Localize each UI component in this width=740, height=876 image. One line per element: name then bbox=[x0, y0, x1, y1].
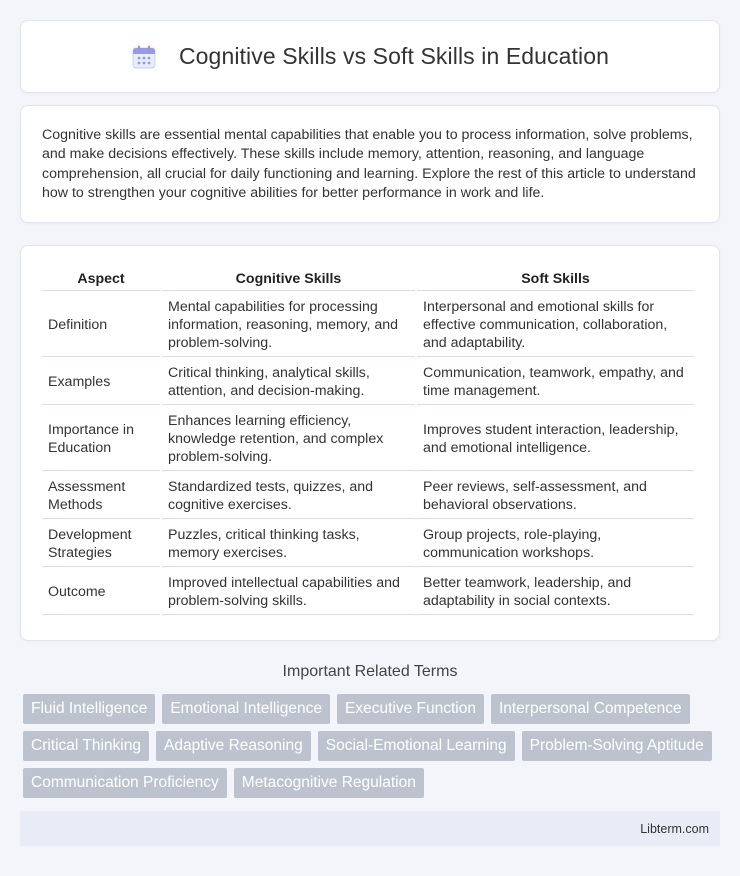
comparison-table bbox=[40, 266, 696, 617]
page-title: Cognitive Skills vs Soft Skills in Education bbox=[178, 43, 610, 69]
comparison-table-card bbox=[20, 245, 720, 641]
aspect-cell: Definition bbox=[42, 293, 160, 357]
footer bbox=[20, 811, 720, 846]
cognitive-cell: Critical thinking, analytical skills, attention, and decision-making. bbox=[162, 359, 415, 405]
soft-cell: Group projects, role-playing, communication workshops. bbox=[417, 521, 694, 567]
cognitive-cell: Standardized tests, quizzes, and cognitive exercises. bbox=[162, 473, 415, 519]
table-row bbox=[42, 407, 694, 471]
table-row bbox=[42, 521, 694, 567]
aspect-cell: Assessment Methods bbox=[42, 473, 160, 519]
soft-cell: Better teamwork, leadership, and adaptability in social contexts. bbox=[417, 569, 694, 615]
table-row bbox=[42, 293, 694, 357]
tag-social-emotional-learning[interactable]: Social-Emotional Learning bbox=[318, 731, 515, 761]
soft-cell: Peer reviews, self-assessment, and behavioral observations. bbox=[417, 473, 694, 519]
header-cognitive-skills: Cognitive Skills bbox=[162, 268, 415, 291]
related-terms-title: Important Related Terms bbox=[282, 663, 458, 680]
aspect-cell: Development Strategies bbox=[42, 521, 160, 567]
header-aspect: Aspect bbox=[42, 268, 160, 291]
cognitive-cell: Enhances learning efficiency, knowledge retention, and complex problem-solving. bbox=[162, 407, 415, 471]
aspect-cell: Importance in Education bbox=[42, 407, 160, 471]
aspect-cell: Examples bbox=[42, 359, 160, 405]
soft-cell: Interpersonal and emotional skills for effective communication, collaboration, and adaptability. bbox=[417, 293, 694, 357]
tag-interpersonal-competence[interactable]: Interpersonal Competence bbox=[491, 694, 690, 724]
table-row bbox=[42, 359, 694, 405]
footer-brand-link[interactable]: Libterm.com bbox=[640, 821, 709, 836]
tag-emotional-intelligence[interactable]: Emotional Intelligence bbox=[162, 694, 330, 724]
calendar-icon bbox=[131, 44, 157, 70]
tag-critical-thinking[interactable]: Critical Thinking bbox=[23, 731, 149, 761]
tag-problem-solving-aptitude[interactable]: Problem-Solving Aptitude bbox=[522, 731, 712, 761]
tag-fluid-intelligence[interactable]: Fluid Intelligence bbox=[23, 694, 155, 724]
table-row bbox=[42, 473, 694, 519]
intro-card bbox=[20, 105, 720, 223]
soft-cell: Improves student interaction, leadership, and emotional intelligence. bbox=[417, 407, 694, 471]
title-wrap bbox=[131, 43, 609, 70]
table-header-row bbox=[42, 268, 694, 291]
header-card bbox=[20, 20, 720, 93]
soft-cell: Communication, teamwork, empathy, and time management. bbox=[417, 359, 694, 405]
aspect-cell: Outcome bbox=[42, 569, 160, 615]
tag-communication-proficiency[interactable]: Communication Proficiency bbox=[23, 768, 227, 798]
tag-adaptive-reasoning[interactable]: Adaptive Reasoning bbox=[156, 731, 311, 761]
table-row bbox=[42, 569, 694, 615]
related-terms-tags bbox=[23, 694, 723, 798]
cognitive-cell: Puzzles, critical thinking tasks, memory exercises. bbox=[162, 521, 415, 567]
cognitive-cell: Improved intellectual capabilities and problem-solving skills. bbox=[162, 569, 415, 615]
cognitive-cell: Mental capabilities for processing information, reasoning, memory, and problem-solving. bbox=[162, 293, 415, 357]
intro-paragraph: Cognitive skills are essential mental capabilities that enable you to process information, solve problems, and make decisions effectively. These skills include memory, attention, reasoning, and language comprehension, all crucial for daily functioning and learning. Explore the rest of this article to understand how to strengthen your cognitive abilities for better performance in work and life. bbox=[42, 127, 696, 201]
tag-executive-function[interactable]: Executive Function bbox=[337, 694, 484, 724]
tag-metacognitive-regulation[interactable]: Metacognitive Regulation bbox=[234, 768, 424, 798]
header-soft-skills: Soft Skills bbox=[417, 268, 694, 291]
